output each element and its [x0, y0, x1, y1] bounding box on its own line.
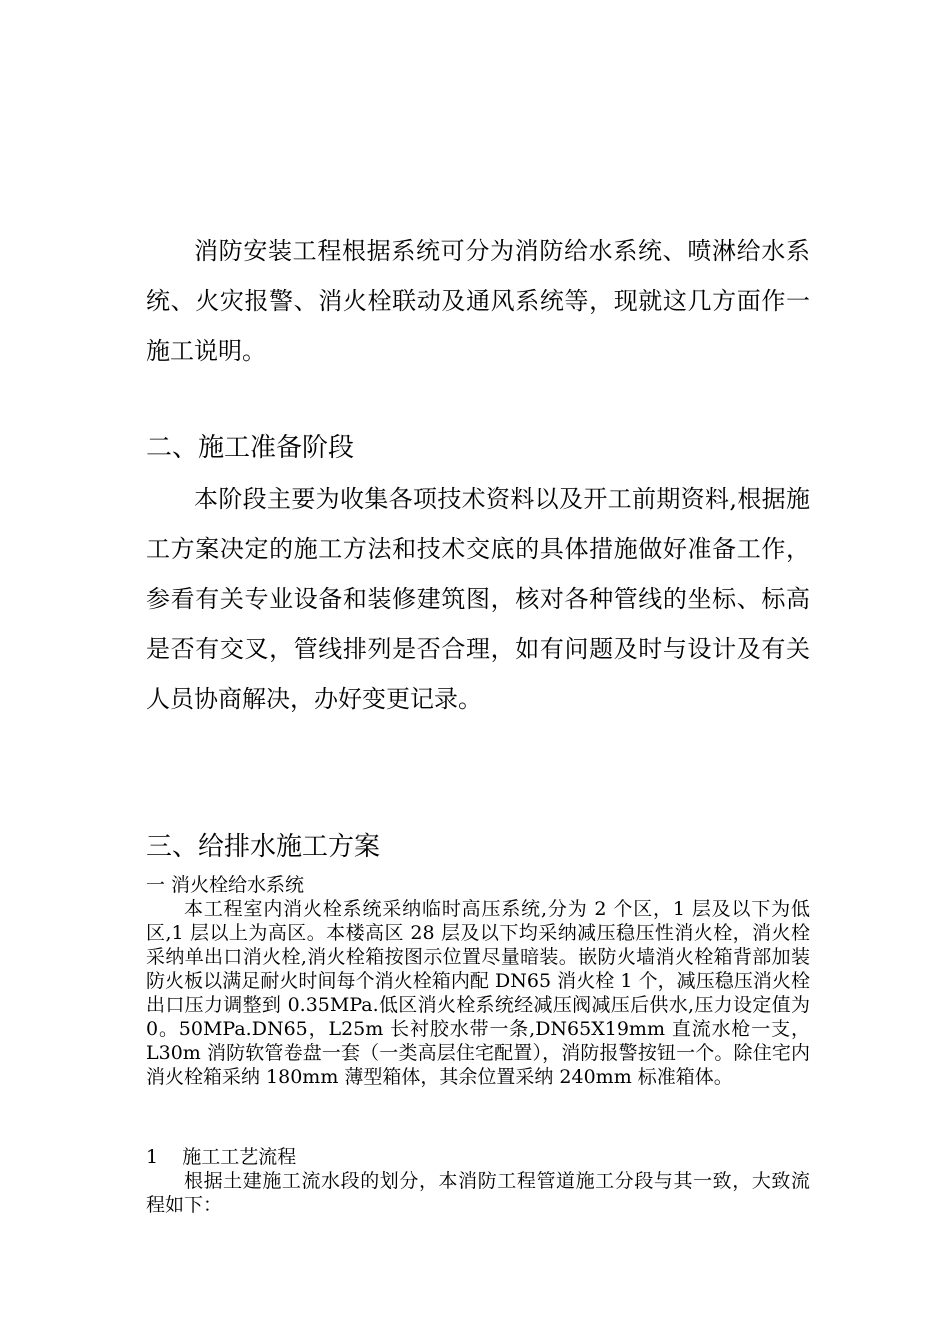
section-2-body: [146, 474, 810, 724]
process-section: [146, 1145, 810, 1217]
section-2: [146, 428, 810, 468]
section-2-heading: 二、施工准备阶段: [146, 433, 355, 463]
section-3-heading: 三、给排水施工方案: [146, 832, 381, 862]
process-paragraph: 根据土建施工流水段的划分，本消防工程管道施工分段与其一致，大致流程如下：: [146, 1170, 810, 1216]
section-2-paragraph: 本阶段主要为收集各项技术资料以及开工前期资料,根据施工方案决定的施工方法和技术交底的具体措施做好准备工作，参看有关专业设备和装修建筑图，核对各种管线的坐标、标高是否有交叉，管线排列是否合理，如有问题及时与设计及有关人员协商解决，办好变更记录。: [146, 485, 810, 713]
intro-paragraph: 消防安装工程根据系统可分为消防给水系统、喷淋给水系统、火灾报警、消火栓联动及通风系统等，现就这几方面作一施工说明。: [146, 237, 810, 365]
process-heading: 1 施工工艺流程: [146, 1146, 297, 1168]
section-3-body: [146, 873, 810, 1089]
subsection-paragraph: 本工程室内消火栓系统采纳临时高压系统,分为 2 个区，1 层及以下为低区,1 层以上为高区。本楼高区 28 层及以下均采纳减压稳压性消火栓，消火栓采纳单出口消火栓,消火栓箱按图示位置尽量暗装。嵌防火墙消火栓箱背部加装防火板以满足耐火时间每个消火栓箱内配 DN65 消火栓 1 个，减压稳压消火栓出口压力调整到 0.35MPa.低区消火栓系统经减压阀减压后供水,压力设定值为 0。50MPa.DN65，L25m 长衬胶水带一条,DN65X19mm 直流水枪一支，L30m 消防软管卷盘一套（一类高层住宅配置），消防报警按钮一个。除住宅内消火栓箱采纳 180mm 薄型箱体，其余位置采纳 240mm 标准箱体。: [146, 898, 810, 1088]
intro-section: [146, 226, 810, 376]
section-3: [146, 827, 810, 867]
subsection-heading: 一 消火栓给水系统: [146, 874, 305, 896]
